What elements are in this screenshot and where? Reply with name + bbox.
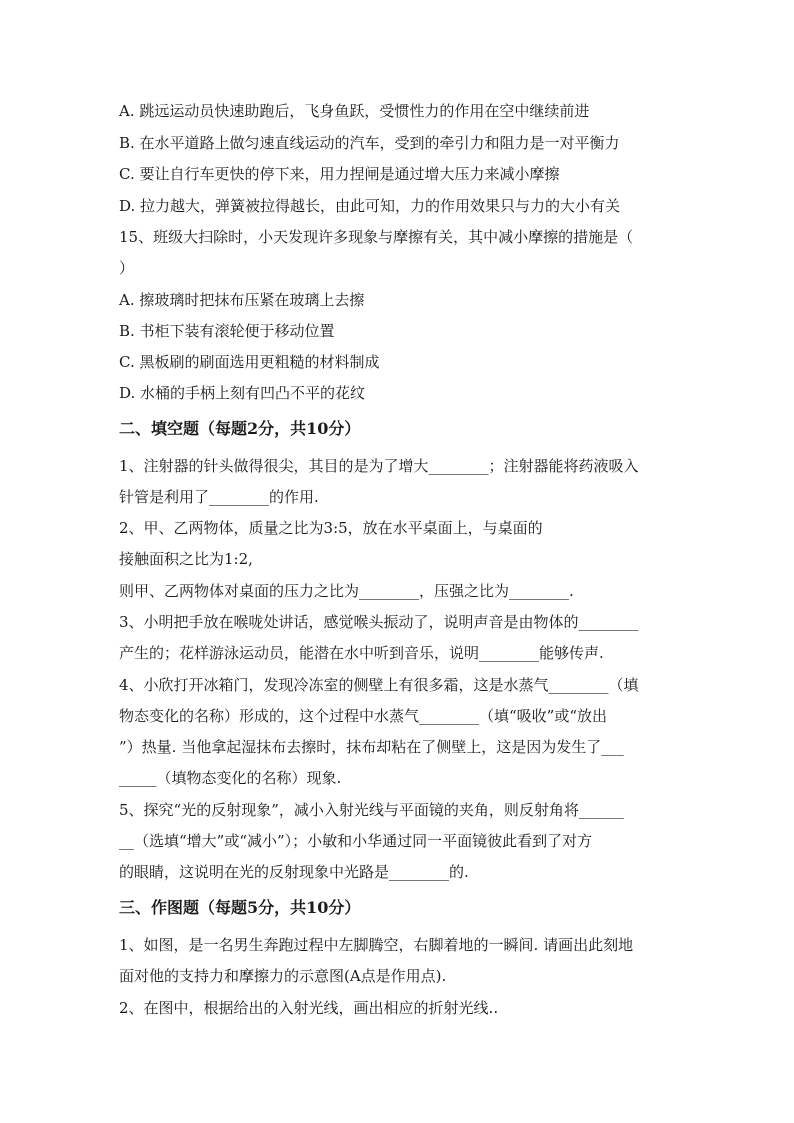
s2-q4-line2: 物态变化的名称）形成的，这个过程中水蒸气________（填“吸收”或“放出 [119,707,608,725]
s2-q5-line2: __（选填“增大”或“减小”）；小敏和小华通过同一平面镜彼此看到了对方 [119,832,593,850]
s2-q2-line3: 则甲、乙两物体对桌面的压力之比为________，压强之比为________. [119,582,574,600]
q14-option-d: D. 拉力越大，弹簧被拉得越长，由此可知，力的作用效果只与力的大小有关 [119,197,621,215]
q14-option-b: B. 在水平道路上做匀速直线运动的汽车，受到的牵引力和阻力是一对平衡力 [119,134,620,152]
s2-q5-line3: 的眼睛，这说明在光的反射现象中光路是________的. [119,863,469,881]
s2-q2-line2: 接触面积之比为1:2, [119,550,253,568]
q15-option-a: A. 擦玻璃时把抹布压紧在玻璃上去擦 [119,291,365,309]
q15-option-d: D. 水桶的手柄上刻有凹凸不平的花纹 [119,384,366,402]
s3-q1-line2: 面对他的支持力和摩擦力的示意图(A点是作用点). [119,967,447,985]
s2-q1-line2: 针管是利用了________的作用. [119,488,319,506]
q15-stem-line1: 15、班级大扫除时，小天发现许多现象与摩擦有关，其中减小摩擦的措施是（ [119,228,634,246]
section2-heading: 二、填空题（每题2分，共10分） [119,419,361,438]
s2-q1-line1: 1、注射器的针头做得很尖，其目的是为了增大________；注射器能将药液吸入 [119,457,639,475]
s3-q2-line1: 2、在图中，根据给出的入射光线，画出相应的折射光线.. [119,999,499,1017]
s2-q2-line1: 2、甲、乙两物体，质量之比为3:5，放在水平桌面上，与桌面的 [119,519,543,537]
s2-q5-line1: 5、探究“光的反射现象”，减小入射光线与平面镜的夹角，则反射角将______ [119,801,624,819]
s3-q1-line1: 1、如图，是一名男生奔跑过程中左脚腾空，右脚着地的一瞬间. 请画出此刻地 [119,936,634,954]
s2-q4-line4: _____（填物态变化的名称）现象. [119,769,342,787]
q14-option-a: A. 跳远运动员快速助跑后，飞身鱼跃，受惯性力的作用在空中继续前进 [119,102,590,120]
section3-heading: 三、作图题（每题5分，共10分） [119,898,361,917]
s2-q3-line1: 3、小明把手放在喉咙处讲话，感觉喉头振动了，说明声音是由物体的________ [119,613,639,631]
q14-option-c: C. 要让自行车更快的停下来，用力捏闸是通过增大压力来减小摩擦 [119,165,560,183]
q15-stem-line2: ） [119,259,135,277]
s2-q3-line2: 产生的；花样游泳运动员，能潜在水中听到音乐，说明________能够传声. [119,644,604,662]
s2-q4-line1: 4、小欣打开冰箱门，发现冷冻室的侧壁上有很多霜，这是水蒸气________（填 [119,676,639,694]
s2-q4-line3: ”）热量. 当他拿起湿抹布去擦时，抹布却粘在了侧壁上，这是因为发生了___ [119,738,624,756]
q15-option-b: B. 书柜下装有滚轮便于移动位置 [119,322,335,340]
q15-option-c: C. 黑板刷的刷面选用更粗糙的材料制成 [119,353,380,371]
